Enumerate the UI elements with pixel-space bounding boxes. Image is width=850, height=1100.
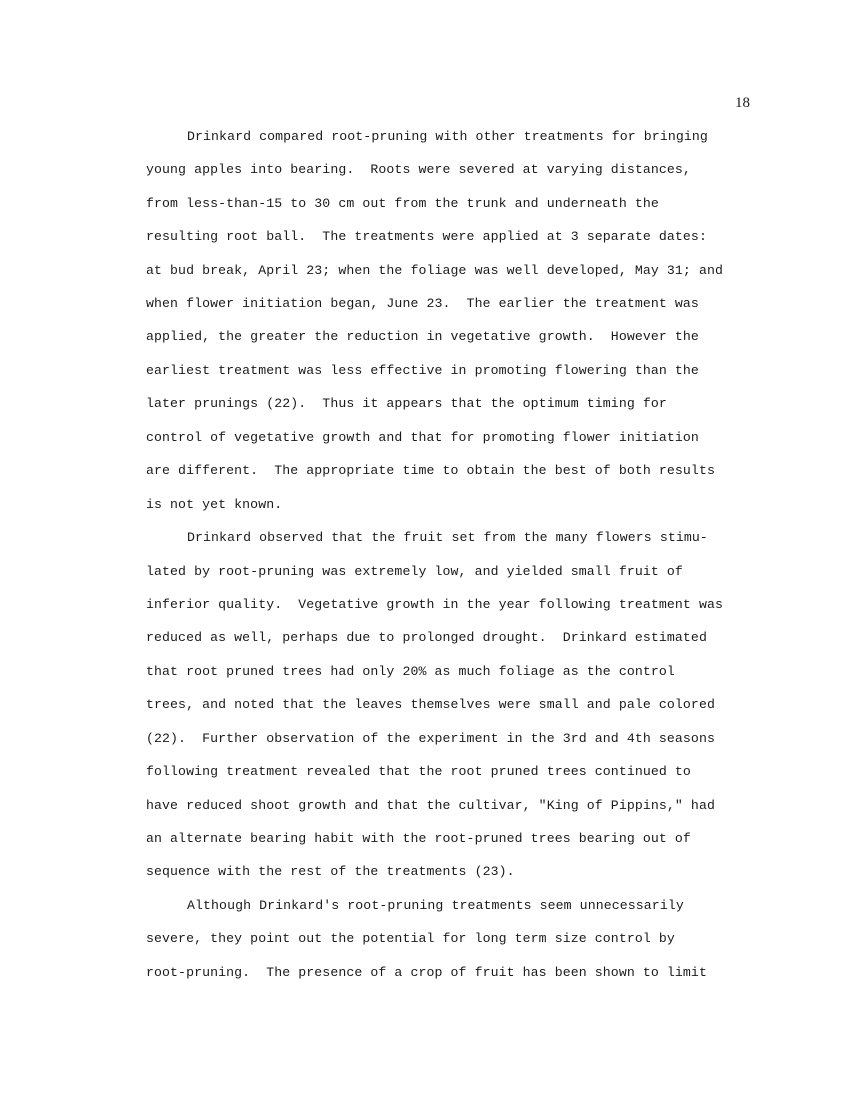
text-line: control of vegetative growth and that for promoting flower initiation xyxy=(146,430,699,445)
text-line: from less-than-15 to 30 cm out from the trunk and underneath the xyxy=(146,196,659,211)
text-line: reduced as well, perhaps due to prolonged drought. Drinkard estimated xyxy=(146,630,707,645)
text-line: sequence with the rest of the treatments (23). xyxy=(146,864,515,879)
text-line: severe, they point out the potential for long term size control by xyxy=(146,931,675,946)
text-line: inferior quality. Vegetative growth in the year following treatment was xyxy=(146,597,723,612)
text-line: young apples into bearing. Roots were severed at varying distances, xyxy=(146,162,691,177)
text-line: resulting root ball. The treatments were applied at 3 separate dates: xyxy=(146,229,707,244)
text-line: when flower initiation began, June 23. The earlier the treatment was xyxy=(146,296,699,311)
page-number: 18 xyxy=(735,95,750,111)
text-line: earliest treatment was less effective in promoting flowering than the xyxy=(146,363,699,378)
text-line: trees, and noted that the leaves themselves were small and pale colored xyxy=(146,697,715,712)
text-line: following treatment revealed that the root pruned trees continued to xyxy=(146,764,691,779)
text-line: Drinkard observed that the fruit set from the many flowers stimu- xyxy=(187,530,708,545)
text-line: later prunings (22). Thus it appears that the optimum timing for xyxy=(146,396,667,411)
text-line: lated by root-pruning was extremely low, and yielded small fruit of xyxy=(146,564,683,579)
text-line: Although Drinkard's root-pruning treatments seem unnecessarily xyxy=(187,898,684,913)
text-line: have reduced shoot growth and that the cultivar, "King of Pippins," had xyxy=(146,798,715,813)
text-line: (22). Further observation of the experiment in the 3rd and 4th seasons xyxy=(146,731,715,746)
text-line: Drinkard compared root-pruning with other treatments for bringing xyxy=(187,129,708,144)
text-line: applied, the greater the reduction in vegetative growth. However the xyxy=(146,329,699,344)
text-line: are different. The appropriate time to obtain the best of both results xyxy=(146,463,715,478)
text-line: an alternate bearing habit with the root-pruned trees bearing out of xyxy=(146,831,691,846)
text-line: root-pruning. The presence of a crop of fruit has been shown to limit xyxy=(146,965,707,980)
text-line: is not yet known. xyxy=(146,497,283,512)
text-line: that root pruned trees had only 20% as much foliage as the control xyxy=(146,664,675,679)
text-line: at bud break, April 23; when the foliage was well developed, May 31; and xyxy=(146,263,723,278)
